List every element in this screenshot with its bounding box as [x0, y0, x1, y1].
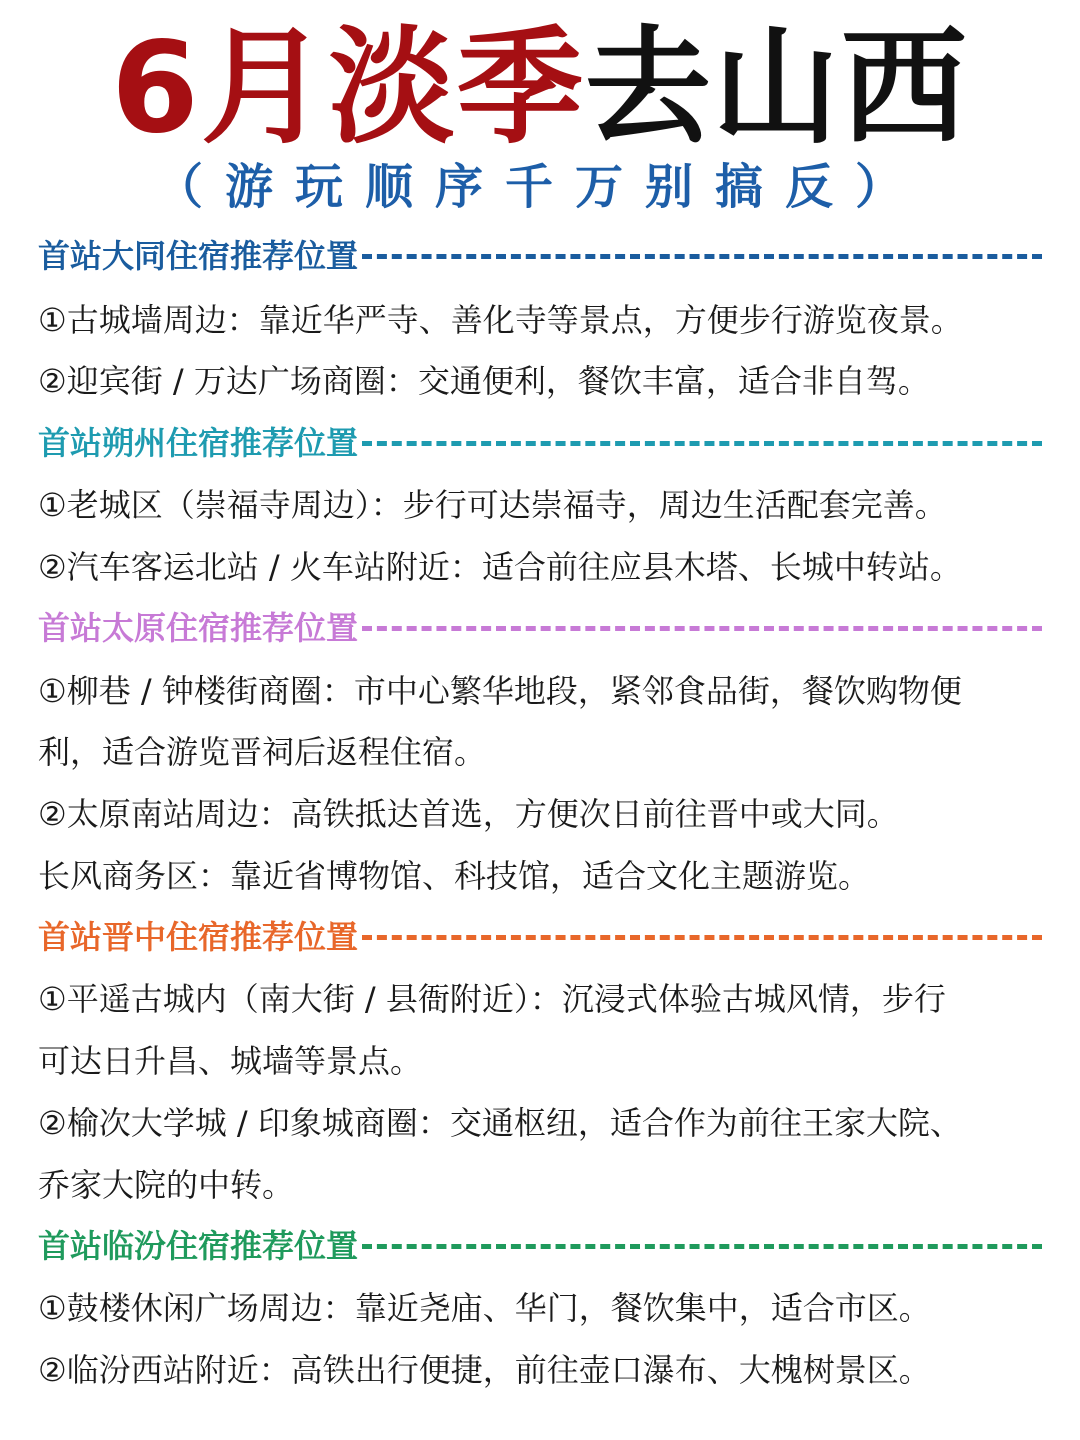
- text-line: 利，适合游览晋祠后返程住宿。: [38, 733, 487, 771]
- section-divider: [362, 254, 1042, 259]
- section-divider: [362, 626, 1042, 631]
- text-line: 乔家大院的中转。: [38, 1166, 295, 1204]
- section-heading-label: 首站大同住宿推荐位置: [38, 237, 359, 275]
- section-heading-label: 首站朔州住宿推荐位置: [38, 424, 359, 462]
- section-divider: [362, 441, 1042, 446]
- section-heading-jinzhong: [38, 915, 1042, 959]
- section-heading-label: 首站临汾住宿推荐位置: [38, 1227, 359, 1265]
- text-line: ②临汾西站附近：高铁出行便捷，前往壶口瀑布、大槐树景区。: [38, 1351, 931, 1389]
- section-heading-label: 首站太原住宿推荐位置: [38, 609, 359, 647]
- section-heading-shuozhou: [38, 421, 1042, 465]
- section-heading-taiyuan: [38, 606, 1042, 650]
- text-line: ②汽车客运北站 / 火车站附近：适合前往应县木塔、长城中转站。: [38, 548, 962, 586]
- section-heading-datong: [38, 234, 1042, 278]
- title-part-red: 6月淡季: [111, 14, 585, 161]
- text-line: 长风商务区：靠近省博物馆、科技馆，适合文化主题游览。: [38, 857, 871, 895]
- text-line: ②太原南站周边：高铁抵达首选，方便次日前往晋中或大同。: [38, 795, 899, 833]
- section-heading-label: 首站晋中住宿推荐位置: [38, 918, 359, 956]
- title-part-black: 去山西: [584, 14, 969, 161]
- text-line: ①鼓楼休闲广场周边：靠近尧庙、华门，餐饮集中，适合市区。: [38, 1289, 931, 1327]
- page-title: [0, 14, 1080, 161]
- text-line: ①古城墙周边：靠近华严寺、善化寺等景点，方便步行游览夜景。: [38, 301, 963, 339]
- section-heading-linfen: [38, 1224, 1042, 1268]
- text-line: ②榆次大学城 / 印象城商圈：交通枢纽，适合作为前往王家大院、: [38, 1104, 962, 1142]
- text-line: ②迎宾街 / 万达广场商圈：交通便利，餐饮丰富，适合非自驾。: [38, 362, 930, 400]
- text-line: ①平遥古城内（南大街 / 县衙附近）：沉浸式体验古城风情，步行: [38, 980, 946, 1018]
- page-subtitle: （游玩顺序千万别搞反）: [154, 159, 925, 215]
- text-line: 可达日升昌、城墙等景点。: [38, 1042, 423, 1080]
- text-line: ①老城区（崇福寺周边）：步行可达崇福寺，周边生活配套完善。: [38, 486, 947, 524]
- section-divider: [362, 1244, 1042, 1249]
- section-divider: [362, 935, 1042, 940]
- text-line: ①柳巷 / 钟楼街商圈：市中心繁华地段，紧邻食品街，餐饮购物便: [38, 672, 962, 710]
